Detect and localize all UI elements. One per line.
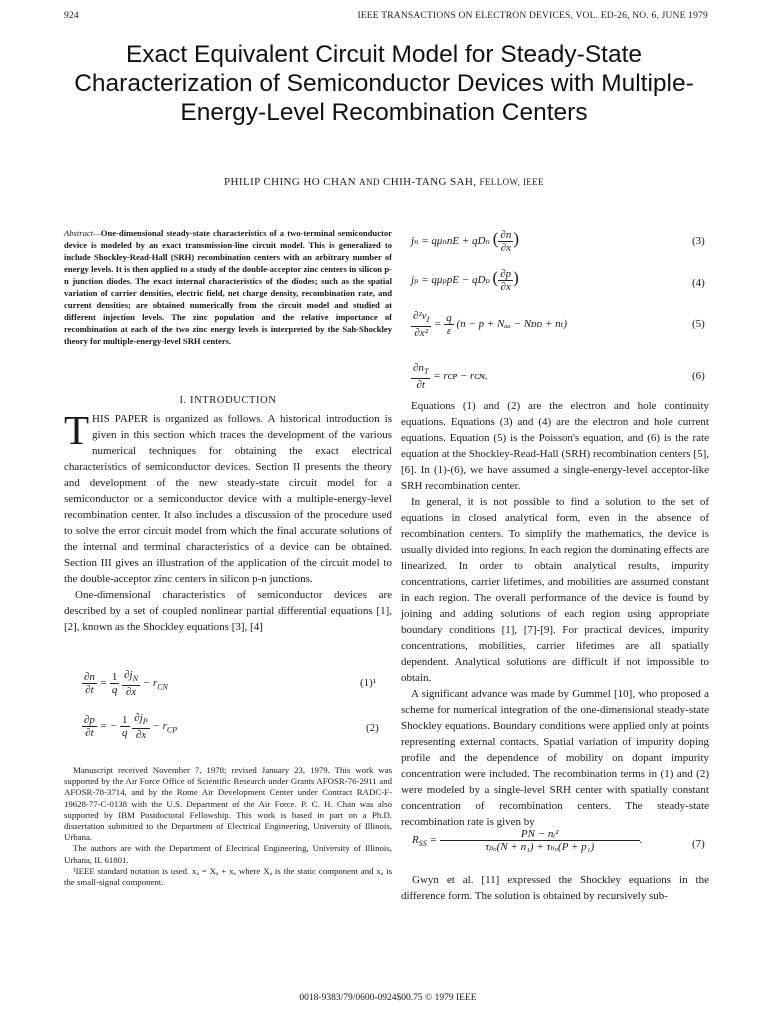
equation-3-number: (3) — [692, 235, 705, 247]
author-line — [60, 176, 708, 188]
equation-5-number: (5) — [692, 318, 705, 330]
abstract-lead: Abstract — [64, 228, 94, 238]
equation-2: $\frac{\partial p}{\partial t}$ = − $\frac{1}{q}$ $\frac{\partial j_P}{\partial x}$ − $r_{CP}$ — [84, 712, 178, 742]
copyright-line: 0018-9383/79/0600-0924$00.75 © 1979 IEEE — [299, 993, 477, 1003]
right-paragraph-4: Gwyn et al. [11] expressed the Shockley equations in the difference form. The solution is obtained by recursively sub- — [401, 874, 709, 902]
equation-3: jₙ = qμₙnE + qDₙ ( $\frac{\partial n}{\partial x}$ ) — [411, 229, 519, 254]
right-paragraph-3: A significant advance was made by Gummel [10], who proposed a scheme for numerical integration of the one-dimensional steady-state Shockley equations. Boundary conditions were applied only at points representing external contacts. Spatial variation of impurity doping profile and the dependence of mobility on dopant impurity concentration were included. The recombination terms in (1) and (2) were modeled by a single-level SRH center with spatially constant concentration of recombination centers. The steady-state recombination rate is given by — [401, 688, 709, 828]
author-fellow: FELLOW, IEEE — [479, 177, 544, 187]
right-column-text — [401, 398, 709, 830]
abstract-text: One-dimensional steady-state characteristics of a two-terminal semiconductor device is modeled by an exact transmission-line circuit model. This is generalized to include Shockley-Read-Hall (SRH) recombination centers with an arbitrary number of energy levels. It is then applied to a study of the double-acceptor zinc centers in silicon p-n junction diodes. The exact internal characteristics of the diodes; such as the spatial variation of carrier densities, electric field, net charge density, recombination rate, and current densities; are obtained numerically from the circuit model and studied at different injection levels. The zinc population and the relative importance of recombination at each of the two zinc energy levels is interpreted by the Sah-Shockley theory for multiple-energy-level SRH centers. — [64, 228, 392, 346]
right-paragraph-1: Equations (1) and (2) are the electron and hole continuity equations. Equations (3) and (4) are the electron and hole current equations. Equation (5) is the Poisson's equation, and (6) is the rate equation at the Shockley-Read-Hall (SRH) recombination centers [5], [6]. In (1)-(6), we have assumed a single-energy-level acceptor-like SRH recombination center. — [401, 400, 709, 492]
author-1: PHILIP CHING HO CHAN — [224, 176, 356, 188]
equation-1: $\frac{\partial n}{\partial t}$ = $\frac{1}{q}$ $\frac{\partial j_N}{\partial x}$ − $r_{CN}$ — [84, 669, 168, 699]
equation-4-number: (4) — [692, 277, 705, 289]
equation-5: $\frac{\partial^2v_I}{\text{∂x²}}$ = $\frac{q}{\varepsilon}$ (n − p + Nₐₐ − Nᴅᴅ + nₜ) — [413, 310, 568, 340]
abstract: Abstract—One-dimensional steady-state characteristics of a two-terminal semiconductor device is modeled by an exact transmission-line circuit model. This is generalized to include Shockley-Read-Hall (SRH) recombination centers with an arbitrary number of energy levels. It is then applied to a study of the double-acceptor zinc centers in silicon p-n junction diodes. The exact internal characteristics of the diodes; such as the spatial variation of carrier densities, electric field, net charge density, recombination rate, and current densities; are obtained numerically from the circuit model and studied at different injection levels. The zinc population and the relative importance of recombination at each of the two zinc energy levels is interpreted by the Sah-Shockley theory for multiple-energy-level SRH centers. — [64, 228, 392, 346]
intro-paragraph-2: One-dimensional characteristics of semiconductor devices are described by a set of coupled nonlinear partial differential equations [1], [2], known as the Shockley equations [3], [4] — [64, 589, 392, 633]
equation-1-number: (1)¹ — [360, 677, 377, 689]
equation-6: $\frac{\partial n_T}{\partial t}$ = rᴄᴘ − rᴄɴ. — [413, 362, 488, 392]
paper-title: Exact Equivalent Circuit Model for Steady-State Characterization of Semiconductor Devices with Multiple-Energy-Level Recombination Centers — [74, 41, 694, 126]
page-number: 924 — [64, 11, 79, 21]
drop-cap: T — [64, 407, 90, 453]
equation-7: $R_{SS}$ = $\frac{\text{PN − nᵢ²}}{\text{τₚₒ(N + n₁) + τₙₒ(P + p₁)}}$ . — [412, 828, 643, 853]
journal-header: IEEE TRANSACTIONS ON ELECTRON DEVICES, VOL. ED-26, NO. 6, JUNE 1979 — [357, 11, 708, 21]
right-paragraph-2: In general, it is not possible to find a solution to the set of equations in closed analytical form, even in the absence of recombination centers. To simplify the mathematics, the device is usually divided into regions. In each region the dominating effects are linearized. In order to obtain analytical results, impurity concentrations, carrier lifetimes, and mobilities are assumed constant in each region. The overall performance of the device is found by joining and adding solutions of each region using appropriate boundary conditions [1], [7]-[9]. For practical devices, impurity concentrations, mobilities, carrier lifetimes are all spatially dependent. Analytical solutions are difficult if not impossible to obtain. — [401, 496, 710, 684]
author-2: CHIH-TANG SAH, — [383, 176, 477, 188]
section-heading-introduction: I. INTRODUCTION — [179, 395, 277, 406]
author-and: AND — [359, 177, 380, 187]
equation-6-number: (6) — [692, 370, 705, 382]
equation-2-number: (2) — [366, 722, 379, 734]
footnote — [64, 765, 392, 888]
intro-paragraph-1: HIS PAPER is organized as follows. A historical introduction is given in this section which traces the development of the various numerical techniques for obtaining the exact electrical characteristics of semiconductor devices. Section II presents the theory and development of the new steady-state circuit model for a semiconductor or a semiconductor device with a multiple-energy-level recombination center. It also includes a discussion of the procedure used to solve the error circuit model from which the final accurate solutions of the internal and terminal characteristics of a device can be obtained. Section III gives an illustration of the application of the circuit model to the double-acceptor zinc centers in silicon p-n junctions. — [64, 413, 392, 585]
footnote-affiliation: The authors are with the Department of Electrical Engineering, University of Illinois, Urbana, IL 61801. — [64, 843, 392, 865]
footnote-manuscript: Manuscript received November 7, 1978; revised January 23, 1979. This work was supported by the Air Force Office of Scientific Research under Grants AFOSR-76-2911 and AFOSR-78-3714, and by the Rome Air Development Center under Contract RADC-F-19628-77-C-0138 with the U.S. Department of the Air Force. P. C. H. Chan was also supported by IBM Postdoctoral Fellowship. This work is based in part on a Ph.D. dissertation submitted to the Department of Electrical Engineering, University of Illinois, Urbana. — [64, 765, 392, 843]
equation-7-number: (7) — [692, 838, 705, 850]
introduction-text — [64, 407, 392, 635]
footnote-notation: ¹IEEE standard notation is used. xₐ = Xₐ + xₐ where Xₐ is the static component and xₐ is the small-signal component. — [64, 865, 392, 888]
equation-4: jₚ = qμₚpE − qDₚ ( $\frac{\partial p}{\partial x}$ ) — [411, 268, 519, 293]
